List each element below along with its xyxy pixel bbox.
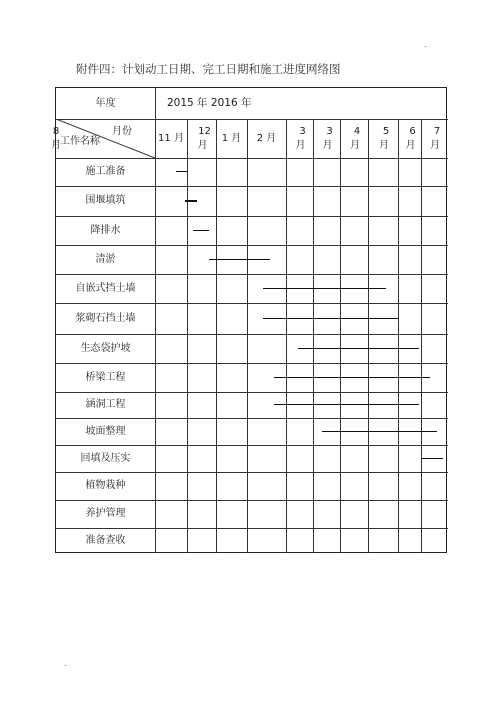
page-mark-bottom: . <box>64 659 67 668</box>
col-line <box>216 119 217 553</box>
schedule-table <box>51 87 447 553</box>
task-name: 桥梁工程 <box>85 371 126 383</box>
month-number: 3 <box>299 125 306 137</box>
col-line <box>286 119 287 553</box>
month-label: 月份 <box>112 126 132 137</box>
gantt-bar <box>322 431 436 432</box>
col-line <box>421 119 422 553</box>
month-cell <box>158 133 184 145</box>
task-name: 施工准备 <box>85 166 126 177</box>
task-name: 围堰填筑 <box>85 195 126 206</box>
row-line <box>56 245 448 246</box>
month-number: 12 <box>198 125 211 137</box>
month-unit: 月 <box>405 139 416 151</box>
row-line <box>56 186 448 187</box>
row-line <box>56 334 448 335</box>
col-line <box>155 88 156 553</box>
task-name: 回填及压实 <box>80 452 131 464</box>
row-line <box>56 303 448 304</box>
month-number: 2 <box>256 132 264 144</box>
task-name: 准备查收 <box>85 534 126 546</box>
month-number: 3 <box>326 125 333 137</box>
task-name: 自嵌式挡土墙 <box>75 282 136 294</box>
gantt-bar <box>176 171 187 172</box>
task-name: 降排水 <box>90 224 121 236</box>
year-value: 2015 年 2016 年 <box>167 97 252 109</box>
col-line <box>187 119 188 553</box>
month-cell <box>257 133 277 145</box>
task-name: 浆砌石挡土墙 <box>75 312 136 324</box>
col-line <box>247 119 248 553</box>
task-name: 植物栽种 <box>85 480 126 491</box>
gantt-bar <box>209 259 271 260</box>
task-name: 生态袋护坡 <box>80 342 131 354</box>
month-unit: 月 <box>170 132 184 144</box>
gantt-bar <box>274 404 418 405</box>
month-number: 6 <box>409 125 416 137</box>
row-line <box>56 418 448 419</box>
row-line <box>56 472 448 473</box>
row-line <box>56 274 448 275</box>
month-unit: 月 <box>263 132 277 144</box>
year-label: 年度 <box>95 97 116 109</box>
month-number: 11 <box>158 132 171 144</box>
task-name: 坡面整理 <box>85 425 126 437</box>
row-line <box>56 392 448 393</box>
month-unit: 月 <box>295 139 306 151</box>
page-title: 附件四：计划动工日期、完工日期和施工进度网络图 <box>76 62 341 76</box>
task-name: 涵洞工程 <box>85 399 126 410</box>
month-unit: 月 <box>228 132 242 144</box>
gantt-bar <box>298 348 419 349</box>
month-number: 1 <box>221 132 229 144</box>
gantt-bar <box>263 318 400 319</box>
col-line <box>313 119 314 553</box>
month-unit: 月 <box>379 139 389 151</box>
month-unit: 月 <box>350 139 360 151</box>
month-number: 8 <box>52 125 60 137</box>
col-line <box>340 119 341 553</box>
row-line <box>56 445 448 446</box>
page-mark-top: . <box>424 40 427 49</box>
month-unit: 月 <box>51 139 61 151</box>
task-name: 清淤 <box>95 253 116 265</box>
gantt-bar <box>185 200 197 202</box>
task-label: 工作名称 <box>60 136 100 147</box>
month-number: 7 <box>433 125 441 137</box>
row-line <box>56 363 448 364</box>
gantt-bar <box>421 458 443 459</box>
gantt-bar <box>193 230 209 231</box>
month-unit: 月 <box>197 139 208 151</box>
row-line <box>56 500 448 501</box>
month-number: 4 <box>353 125 361 137</box>
month-number: 5 <box>382 125 390 137</box>
month-cell <box>222 133 242 145</box>
row-line <box>56 528 448 529</box>
month-unit: 月 <box>322 139 333 151</box>
gantt-bar <box>263 288 386 289</box>
col-line <box>398 119 399 553</box>
task-name: 养护管理 <box>85 508 126 519</box>
month-unit: 月 <box>430 139 440 151</box>
col-line <box>368 119 369 553</box>
row-line <box>56 158 448 159</box>
gantt-bar <box>274 377 430 378</box>
row-line <box>56 216 448 217</box>
